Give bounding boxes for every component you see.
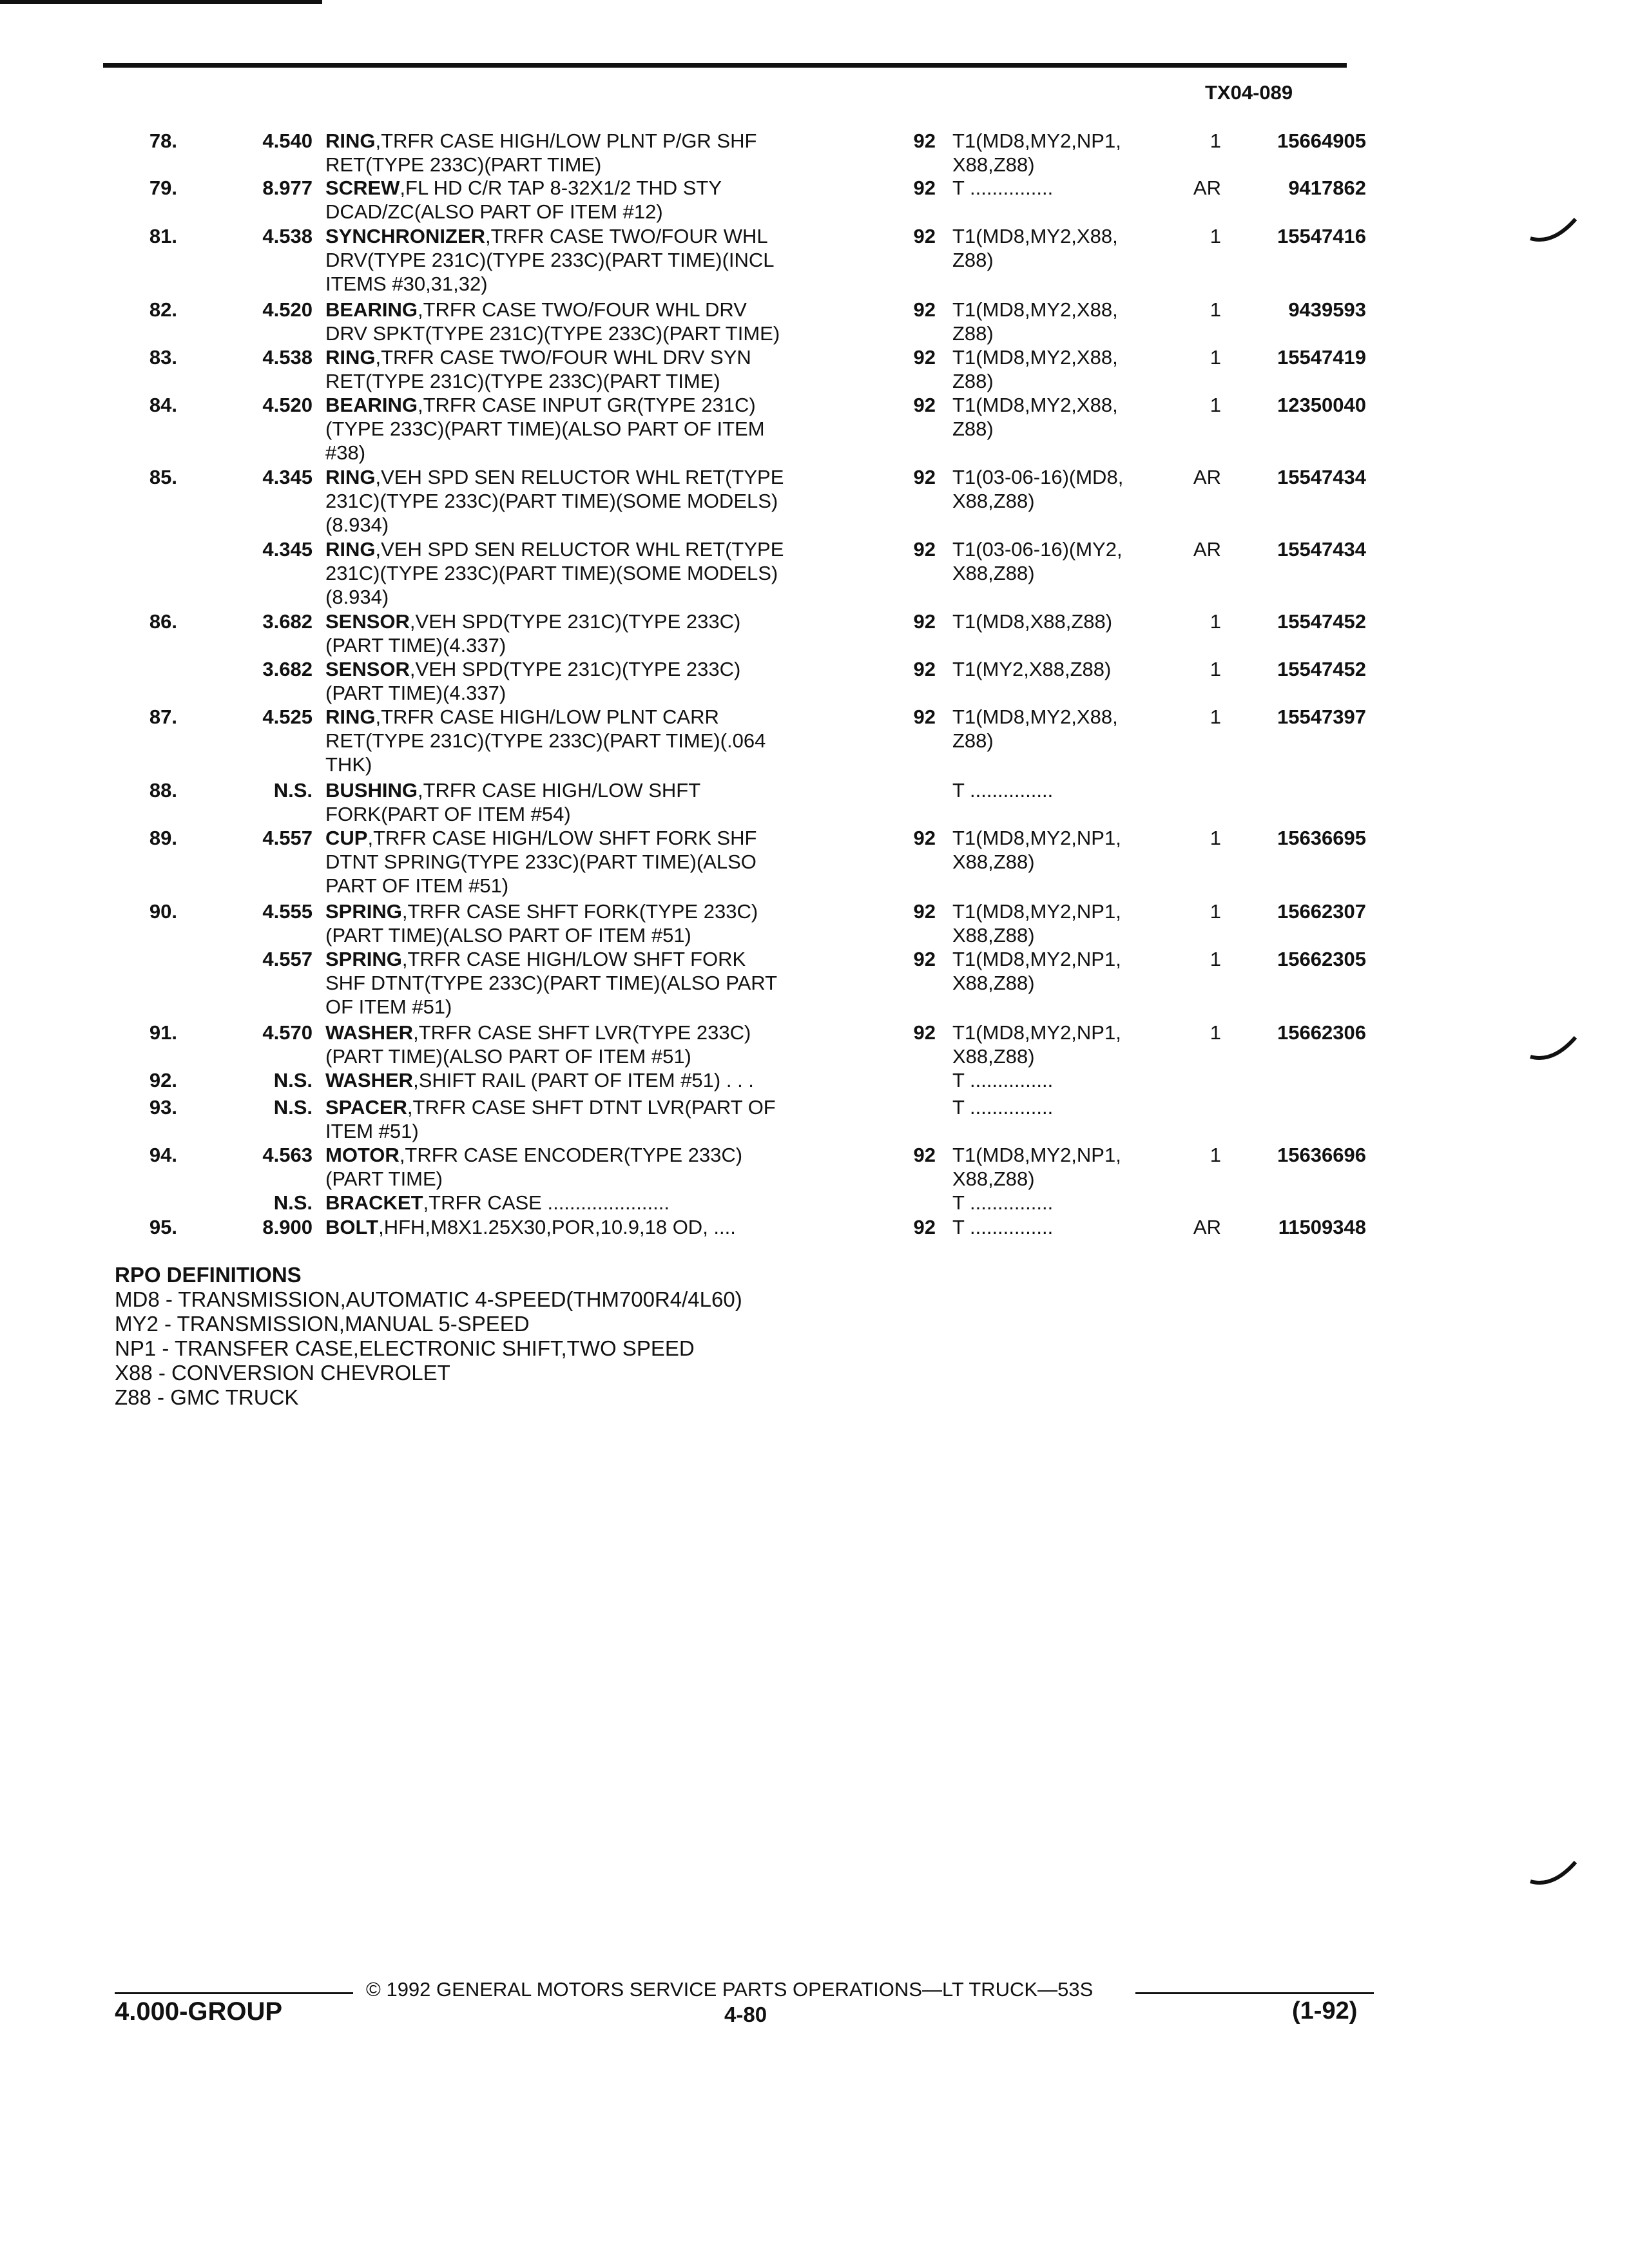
figure-number: 4.538 (262, 225, 313, 247)
description-line (325, 1095, 776, 1119)
model-year: 92 (913, 538, 936, 561)
usage-line: T ............... (952, 1096, 1054, 1119)
figure-number: 4.520 (262, 394, 313, 416)
figure-number: 8.977 (262, 177, 313, 199)
figure-number: 4.345 (262, 538, 313, 561)
usage-code (952, 1095, 1053, 1143)
description-text: ,VEH SPD(TYPE 231C)(TYPE 233C) (409, 658, 741, 680)
usage-line: T ............... (952, 779, 1054, 802)
rpo-definition: X88 - CONVERSION CHEVROLET (115, 1361, 450, 1385)
part-description (325, 657, 740, 705)
quantity: AR (1193, 466, 1221, 488)
description-line: RET(TYPE 231C)(TYPE 233C)(PART TIME) (325, 370, 720, 392)
description-line: DTNT SPRING(TYPE 233C)(PART TIME)(ALSO (325, 850, 757, 873)
description-line (325, 1068, 754, 1092)
description-line: PART OF ITEM #51) (325, 874, 509, 897)
part-name: RING (325, 346, 376, 369)
part-name: SENSOR (325, 658, 410, 680)
part-number: 15662307 (1277, 900, 1366, 923)
model-year: 92 (913, 827, 936, 849)
part-name: BOLT (325, 1216, 379, 1238)
usage-code (952, 657, 1111, 705)
part-name: MOTOR (325, 1144, 400, 1166)
description-line: (TYPE 233C)(PART TIME)(ALSO PART OF ITEM (325, 418, 765, 440)
description-text: ,TRFR CASE HIGH/LOW PLNT CARR (375, 706, 719, 728)
usage-line (952, 1119, 1053, 1143)
part-description (325, 778, 700, 826)
part-description (325, 224, 775, 296)
usage-line: T1(MD8,MY2,NP1, (952, 827, 1121, 849)
part-number: 12350040 (1277, 394, 1366, 416)
part-name: RING (325, 706, 376, 728)
part-name: RING (325, 130, 376, 152)
description-line: OF ITEM #51) (325, 995, 452, 1018)
description-text: ,TRFR CASE TWO/FOUR WHL DRV (417, 298, 747, 321)
rpo-definitions (115, 1263, 742, 1410)
item-number: 95. (149, 1216, 177, 1238)
item-number: 79. (149, 177, 177, 199)
quantity: 1 (1210, 610, 1221, 633)
part-number: 9417862 (1288, 177, 1366, 199)
usage-code (952, 465, 1123, 513)
part-description (325, 1215, 736, 1239)
figure-number: 8.900 (262, 1216, 313, 1238)
part-description (325, 1095, 776, 1143)
part-description (325, 1191, 670, 1215)
part-number: 15636695 (1277, 827, 1366, 849)
description-text: ,TRFR CASE TWO/FOUR WHL (485, 225, 768, 247)
usage-line: T1(MD8,MY2,NP1, (952, 900, 1121, 923)
description-line (325, 1143, 742, 1167)
usage-code (952, 129, 1121, 177)
quantity: 1 (1210, 948, 1221, 970)
description-text: ,TRFR CASE ...................... (423, 1191, 670, 1214)
footer-rule-right (1135, 1992, 1374, 1994)
part-name: RING (325, 538, 376, 561)
part-number: 15547452 (1277, 658, 1366, 680)
description-line: (8.934) (325, 514, 389, 536)
item-number: 94. (149, 1144, 177, 1166)
item-number: 82. (149, 298, 177, 321)
description-line: (PART TIME)(4.337) (325, 634, 506, 657)
description-text: ,VEH SPD SEN RELUCTOR WHL RET(TYPE (375, 538, 784, 561)
usage-code (952, 778, 1053, 826)
description-line (325, 657, 740, 681)
part-number: 15547452 (1277, 610, 1366, 633)
item-number: 78. (149, 130, 177, 152)
description-text: ,TRFR CASE TWO/FOUR WHL DRV SYN (375, 346, 751, 369)
description-line: (8.934) (325, 586, 389, 608)
usage-line: Z88) (952, 249, 994, 271)
hole-punch-mark (1527, 213, 1579, 251)
figure-number: 4.345 (262, 466, 313, 488)
usage-line: X88,Z88) (952, 1045, 1035, 1068)
usage-line: X88,Z88) (952, 924, 1035, 947)
description-text: ,HFH,M8X1.25X30,POR,10.9,18 OD, .... (378, 1216, 736, 1238)
part-description (325, 1021, 751, 1068)
item-number: 83. (149, 346, 177, 369)
part-number: 15636696 (1277, 1144, 1366, 1166)
description-line: SHF DTNT(TYPE 233C)(PART TIME)(ALSO PART (325, 972, 778, 994)
part-name: SPRING (325, 948, 402, 970)
description-line: (PART TIME) (325, 1168, 443, 1190)
part-description (325, 1068, 754, 1092)
model-year: 92 (913, 1144, 936, 1166)
quantity: 1 (1210, 346, 1221, 369)
usage-line (952, 681, 1111, 705)
figure-number: N.S. (273, 779, 313, 802)
rpo-title: RPO DEFINITIONS (115, 1263, 302, 1287)
usage-code (952, 705, 1118, 753)
usage-line: T1(MD8,X88,Z88) (952, 610, 1113, 633)
usage-line: X88,Z88) (952, 972, 1035, 994)
description-text: ,TRFR CASE INPUT GR(TYPE 231C) (417, 394, 756, 416)
description-line: (PART TIME)(ALSO PART OF ITEM #51) (325, 924, 691, 947)
description-line: (PART TIME)(4.337) (325, 682, 506, 704)
model-year: 92 (913, 1216, 936, 1238)
description-line: ITEMS #30,31,32) (325, 273, 488, 295)
part-description (325, 610, 740, 657)
part-name: SYNCHRONIZER (325, 225, 486, 247)
part-name: CUP (325, 827, 368, 849)
description-line (325, 778, 700, 802)
rpo-definition: Z88 - GMC TRUCK (115, 1385, 299, 1409)
description-line (325, 129, 757, 153)
usage-line: X88,Z88) (952, 850, 1035, 873)
item-number: 84. (149, 394, 177, 416)
description-line (325, 899, 758, 923)
model-year: 92 (913, 706, 936, 728)
usage-line: X88,Z88) (952, 1168, 1035, 1190)
description-text: ,TRFR CASE SHFT FORK(TYPE 233C) (401, 900, 758, 923)
description-line (325, 1215, 736, 1239)
part-name: WASHER (325, 1021, 414, 1044)
description-line (325, 826, 757, 850)
footer-group: 4.000-GROUP (115, 1997, 283, 2026)
usage-line: T ............... (952, 1191, 1054, 1214)
usage-line: T1(MD8,MY2,NP1, (952, 130, 1121, 152)
quantity: 1 (1210, 1144, 1221, 1166)
description-line (325, 1191, 670, 1215)
model-year: 92 (913, 225, 936, 247)
top-edge-rule (0, 0, 322, 4)
part-name: SCREW (325, 177, 400, 199)
quantity: AR (1193, 1216, 1221, 1238)
part-description (325, 465, 784, 537)
quantity: 1 (1210, 900, 1221, 923)
usage-line: T1(MD8,MY2,NP1, (952, 1144, 1121, 1166)
description-line: THK) (325, 753, 372, 776)
quantity: 1 (1210, 394, 1221, 416)
figure-number: 3.682 (262, 658, 313, 680)
item-number: 86. (149, 610, 177, 633)
quantity: 1 (1210, 827, 1221, 849)
usage-code (952, 393, 1118, 441)
part-number: 15547434 (1277, 538, 1366, 561)
description-text: ,SHIFT RAIL (PART OF ITEM #51) . . . (413, 1069, 754, 1091)
part-description (325, 826, 757, 898)
rpo-definition: MY2 - TRANSMISSION,MANUAL 5-SPEED (115, 1312, 530, 1336)
usage-line: Z88) (952, 322, 994, 345)
description-line (325, 393, 765, 417)
part-number: 15662306 (1277, 1021, 1366, 1044)
part-number: 15547416 (1277, 225, 1366, 247)
figure-number: 4.557 (262, 827, 313, 849)
usage-code (952, 1143, 1121, 1191)
rpo-definition: MD8 - TRANSMISSION,AUTOMATIC 4-SPEED(THM700R4/4L60) (115, 1287, 742, 1311)
usage-line: T1(MD8,MY2,X88, (952, 346, 1118, 369)
item-number: 91. (149, 1021, 177, 1044)
usage-line (952, 200, 1053, 224)
part-description (325, 947, 777, 1019)
description-text: ,TRFR CASE SHFT DTNT LVR(PART OF (407, 1096, 776, 1119)
usage-line: Z88) (952, 729, 994, 752)
item-number: 81. (149, 225, 177, 247)
part-name: BEARING (325, 394, 418, 416)
part-description (325, 298, 780, 345)
usage-line: T1(MD8,MY2,NP1, (952, 948, 1121, 970)
part-number: 15547434 (1277, 466, 1366, 488)
usage-line: T1(MD8,MY2,X88, (952, 225, 1118, 247)
model-year: 92 (913, 610, 936, 633)
usage-code (952, 610, 1112, 657)
part-description (325, 393, 765, 465)
quantity: 1 (1210, 658, 1221, 680)
item-number: 88. (149, 779, 177, 802)
description-text: ,TRFR CASE HIGH/LOW SHFT FORK SHF (367, 827, 757, 849)
description-line (325, 345, 751, 369)
usage-line: Z88) (952, 418, 994, 440)
part-name: BEARING (325, 298, 418, 321)
usage-code (952, 224, 1118, 272)
description-line: DCAD/ZC(ALSO PART OF ITEM #12) (325, 200, 663, 223)
description-line (325, 610, 740, 633)
figure-number: 4.538 (262, 346, 313, 369)
usage-line: T1(MD8,MY2,NP1, (952, 1021, 1121, 1044)
figure-number: 4.540 (262, 130, 313, 152)
description-line (325, 1021, 751, 1044)
description-line: FORK(PART OF ITEM #54) (325, 803, 571, 825)
description-line: 231C)(TYPE 233C)(PART TIME)(SOME MODELS) (325, 562, 778, 584)
part-description (325, 537, 784, 609)
part-name: BUSHING (325, 779, 418, 802)
usage-line: T1(03-06-16)(MY2, (952, 538, 1123, 561)
part-number: 15547397 (1277, 706, 1366, 728)
usage-line: X88,Z88) (952, 490, 1035, 512)
description-line (325, 947, 777, 971)
description-text: ,VEH SPD(TYPE 231C)(TYPE 233C) (409, 610, 741, 633)
usage-line: T ............... (952, 1216, 1054, 1238)
header-rule (103, 63, 1347, 68)
description-line: ITEM #51) (325, 1120, 419, 1142)
usage-line: T1(03-06-16)(MD8, (952, 466, 1124, 488)
quantity: 1 (1210, 130, 1221, 152)
footer-copyright: © 1992 GENERAL MOTORS SERVICE PARTS OPERATIONS—LT TRUCK—53S (366, 1978, 1094, 2001)
quantity: AR (1193, 177, 1221, 199)
usage-code (952, 826, 1121, 874)
description-text: ,TRFR CASE HIGH/LOW SHFT (417, 779, 701, 802)
figure-number: 3.682 (262, 610, 313, 633)
description-line: DRV SPKT(TYPE 231C)(TYPE 233C)(PART TIME) (325, 322, 780, 345)
model-year: 92 (913, 900, 936, 923)
usage-line: T1(MD8,MY2,X88, (952, 394, 1118, 416)
description-text: ,TRFR CASE HIGH/LOW SHFT FORK (401, 948, 746, 970)
part-name: WASHER (325, 1069, 414, 1091)
quantity: 1 (1210, 1021, 1221, 1044)
usage-code (952, 298, 1118, 345)
item-number: 90. (149, 900, 177, 923)
hole-punch-mark (1527, 1031, 1579, 1070)
usage-line: T1(MD8,MY2,X88, (952, 298, 1118, 321)
model-year: 92 (913, 948, 936, 970)
usage-line: X88,Z88) (952, 562, 1035, 584)
description-line: (PART TIME)(ALSO PART OF ITEM #51) (325, 1045, 691, 1068)
part-description (325, 129, 757, 177)
model-year: 92 (913, 466, 936, 488)
description-text: ,TRFR CASE ENCODER(TYPE 233C) (399, 1144, 743, 1166)
item-number: 89. (149, 827, 177, 849)
model-year: 92 (913, 394, 936, 416)
quantity: AR (1193, 538, 1221, 561)
description-line: RET(TYPE 231C)(TYPE 233C)(PART TIME)(.064 (325, 729, 766, 752)
figure-number: N.S. (273, 1191, 313, 1214)
description-line: DRV(TYPE 231C)(TYPE 233C)(PART TIME)(INCL (325, 249, 775, 271)
usage-code (952, 537, 1123, 585)
footer-rule-left (115, 1992, 353, 1994)
part-name: RING (325, 466, 376, 488)
description-line: RET(TYPE 233C)(PART TIME) (325, 153, 602, 176)
part-name: SPRING (325, 900, 402, 923)
usage-line: X88,Z88) (952, 153, 1035, 176)
description-line (325, 176, 722, 200)
figure-number: 4.557 (262, 948, 313, 970)
figure-number: 4.570 (262, 1021, 313, 1044)
item-number: 92. (149, 1069, 177, 1091)
usage-line: Z88) (952, 370, 994, 392)
description-line (325, 224, 775, 248)
figure-number: 4.555 (262, 900, 313, 923)
part-description (325, 899, 758, 947)
part-name: SENSOR (325, 610, 410, 633)
part-number: 11509348 (1278, 1216, 1366, 1238)
description-text: ,TRFR CASE HIGH/LOW PLNT P/GR SHF (375, 130, 757, 152)
part-description (325, 345, 751, 393)
hole-punch-mark (1527, 1856, 1579, 1894)
part-description (325, 176, 722, 224)
figure-number: N.S. (273, 1069, 313, 1091)
model-year: 92 (913, 298, 936, 321)
part-number: 15662305 (1277, 948, 1366, 970)
usage-code (952, 345, 1118, 393)
part-description (325, 705, 766, 776)
part-name: SPACER (325, 1096, 407, 1119)
quantity: 1 (1210, 225, 1221, 247)
usage-line: T ............... (952, 1069, 1054, 1091)
usage-code (952, 947, 1121, 995)
figure-number: 4.525 (262, 706, 313, 728)
document-id: TX04-089 (1205, 81, 1293, 104)
usage-code (952, 1215, 1053, 1263)
footer-date: (1-92) (1292, 1997, 1358, 2024)
figure-number: 4.520 (262, 298, 313, 321)
usage-line: T1(MD8,MY2,X88, (952, 706, 1118, 728)
item-number: 87. (149, 706, 177, 728)
part-description (325, 1143, 742, 1191)
model-year: 92 (913, 177, 936, 199)
description-line: #38) (325, 441, 366, 464)
model-year: 92 (913, 130, 936, 152)
usage-code (952, 176, 1053, 224)
quantity: 1 (1210, 298, 1221, 321)
usage-line: T ............... (952, 177, 1054, 199)
item-number: 93. (149, 1096, 177, 1119)
model-year: 92 (913, 346, 936, 369)
usage-line (952, 633, 1112, 657)
description-text: ,TRFR CASE SHFT LVR(TYPE 233C) (413, 1021, 751, 1044)
usage-line: T1(MY2,X88,Z88) (952, 658, 1112, 680)
part-number: 15664905 (1277, 130, 1366, 152)
model-year: 92 (913, 658, 936, 680)
model-year: 92 (913, 1021, 936, 1044)
description-line (325, 705, 766, 729)
description-text: ,VEH SPD SEN RELUCTOR WHL RET(TYPE (375, 466, 784, 488)
description-line (325, 298, 780, 322)
quantity: 1 (1210, 706, 1221, 728)
part-number: 9439593 (1288, 298, 1366, 321)
usage-code (952, 1021, 1121, 1068)
page-number: 4-80 (724, 2003, 767, 2026)
usage-line (952, 1239, 1053, 1263)
item-number: 85. (149, 466, 177, 488)
description-line (325, 537, 784, 561)
description-line: 231C)(TYPE 233C)(PART TIME)(SOME MODELS) (325, 490, 778, 512)
usage-line (952, 802, 1053, 826)
figure-number: 4.563 (262, 1144, 313, 1166)
part-name: BRACKET (325, 1191, 423, 1214)
description-text: ,FL HD C/R TAP 8-32X1/2 THD STY (400, 177, 722, 199)
usage-code (952, 899, 1121, 947)
figure-number: N.S. (273, 1096, 313, 1119)
rpo-definition: NP1 - TRANSFER CASE,ELECTRONIC SHIFT,TWO SPEED (115, 1336, 695, 1360)
part-number: 15547419 (1277, 346, 1366, 369)
description-line (325, 465, 784, 489)
